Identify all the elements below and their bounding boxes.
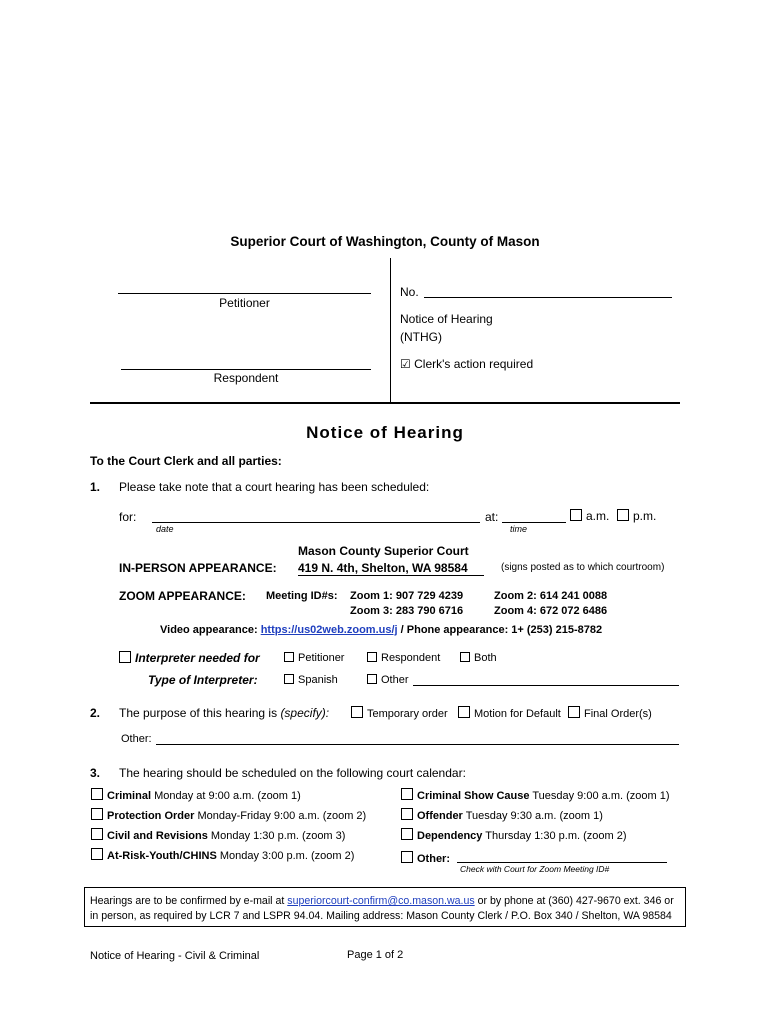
- opt-spanish[interactable]: [284, 674, 338, 686]
- video-row: [160, 624, 602, 636]
- time-field[interactable]: [502, 522, 566, 523]
- venue-name: Mason County Superior Court: [298, 544, 469, 558]
- meeting-ids-label: Meeting ID#s:: [266, 590, 338, 602]
- respondent-option-label: Respondent: [381, 652, 441, 664]
- cal-left-3[interactable]: [91, 828, 345, 842]
- cal-left-2-checkbox[interactable]: [91, 808, 103, 820]
- cal-right-4[interactable]: [401, 851, 450, 865]
- temporary-label: Temporary order: [367, 708, 448, 720]
- am-checkbox[interactable]: [570, 509, 582, 521]
- other-interpreter-checkbox[interactable]: [367, 674, 377, 684]
- cal-left-1[interactable]: [91, 788, 301, 802]
- cal-left-1-checkbox[interactable]: [91, 788, 103, 800]
- section2-number: 2.: [90, 706, 101, 720]
- zoom-label: ZOOM APPEARANCE:: [119, 589, 246, 603]
- spanish-checkbox[interactable]: [284, 674, 294, 684]
- cal-right-3-checkbox[interactable]: [401, 828, 413, 840]
- section2-text-b: (specify):: [280, 706, 330, 720]
- cal-right-2[interactable]: [401, 808, 603, 822]
- petitioner-line[interactable]: [118, 293, 371, 294]
- respondent-line[interactable]: [121, 369, 371, 370]
- for-label: for:: [119, 510, 137, 524]
- other-interpreter-field[interactable]: [413, 685, 679, 686]
- cal-right-4-checkbox[interactable]: [401, 851, 413, 863]
- default-checkbox[interactable]: [458, 706, 470, 718]
- pm-checkbox[interactable]: [617, 509, 629, 521]
- cal-left-3-time: Monday 1:30 p.m. (zoom 3): [207, 830, 346, 842]
- spanish-option-label: Spanish: [298, 674, 338, 686]
- petitioner-checkbox[interactable]: [284, 652, 294, 662]
- petitioner-label: Petitioner: [219, 296, 270, 310]
- type-of-interpreter: Type of Interpreter:: [148, 673, 258, 687]
- pm-label: p.m.: [633, 509, 657, 523]
- cal-right-3-time: Thursday 1:30 p.m. (zoom 2): [482, 830, 627, 842]
- confirmation-box: [84, 887, 686, 927]
- page-number: Page 1 of 2: [347, 949, 404, 961]
- cal-left-2-time: Monday-Friday 9:00 a.m. (zoom 2): [194, 810, 367, 822]
- cal-right-4-name: Other:: [417, 853, 450, 865]
- form-name: Notice of Hearing - Civil & Criminal: [90, 950, 260, 962]
- other-interpreter-label: Other: [381, 674, 409, 686]
- case-no-field[interactable]: [424, 297, 672, 298]
- petitioner-option-label: Petitioner: [298, 652, 345, 664]
- cal-right-2-time: Tuesday 9:30 a.m. (zoom 1): [462, 810, 603, 822]
- final-label: Final Order(s): [584, 708, 652, 720]
- opt-default[interactable]: [458, 706, 561, 720]
- both-option-label: Both: [474, 652, 497, 664]
- cal-left-4-time: Monday 3:00 p.m. (zoom 2): [216, 850, 355, 862]
- cal-right-2-checkbox[interactable]: [401, 808, 413, 820]
- signs-note: (signs posted as to which courtroom): [501, 562, 665, 573]
- both-checkbox[interactable]: [460, 652, 470, 662]
- at-label: at:: [485, 510, 499, 524]
- notice-heading: Notice of Hearing: [306, 423, 464, 442]
- zoom3-id: Zoom 3: 283 790 6716: [350, 605, 464, 617]
- opt-respondent[interactable]: [367, 652, 440, 664]
- caption-bottom-rule: [90, 402, 680, 404]
- cal-left-4-checkbox[interactable]: [91, 848, 103, 860]
- date-field[interactable]: [152, 522, 480, 523]
- cal-left-3-name: Civil and Revisions: [107, 830, 208, 842]
- cal-left-2[interactable]: [91, 808, 366, 822]
- zoom1-id: Zoom 1: 907 729 4239: [350, 590, 464, 602]
- court-title: Superior Court of Washington, County of Mason: [230, 234, 540, 249]
- confirmation-text-b: or by phone at (360) 427-9670 ext. 346 or in person, as required by LCR 7 and LSPR 94.04. Mailing address: Mason County Clerk / P.O. Box 340 / Shelton, WA 98584: [90, 895, 674, 922]
- interpreter-checkbox[interactable]: [119, 651, 131, 663]
- opt-temporary[interactable]: [351, 706, 448, 720]
- opt-both[interactable]: [460, 652, 497, 664]
- in-person-label: IN-PERSON APPEARANCE:: [119, 561, 277, 575]
- zoom2-id: Zoom 2: 614 241 0088: [494, 590, 608, 602]
- venue-address: 419 N. 4th, Shelton, WA 98584: [298, 561, 468, 575]
- calendar-other-field[interactable]: [457, 862, 667, 863]
- checked-box-icon: ☑: [400, 357, 411, 371]
- cal-right-1-name: Criminal Show Cause: [417, 790, 530, 802]
- cal-right-1-checkbox[interactable]: [401, 788, 413, 800]
- phone-label: / Phone appearance: 1+ (253) 215-8782: [400, 624, 603, 636]
- time-label: time: [510, 524, 528, 534]
- section1-number: 1.: [90, 480, 101, 494]
- cal-left-4-name: At-Risk-Youth/CHINS: [107, 850, 217, 862]
- section2-text-a: The purpose of this hearing is: [119, 706, 281, 720]
- confirmation-text-a: Hearings are to be confirmed by e-mail at: [90, 895, 288, 907]
- cal-left-3-checkbox[interactable]: [91, 828, 103, 840]
- pm-option[interactable]: [617, 509, 656, 523]
- am-option[interactable]: [570, 509, 609, 523]
- clerk-action-label: Clerk's action required: [414, 357, 534, 371]
- clerk-action-row: [400, 357, 533, 371]
- to-line: To the Court Clerk and all parties:: [90, 454, 282, 468]
- opt-other-interpreter[interactable]: [367, 674, 409, 686]
- date-label: date: [156, 524, 174, 534]
- purpose-other-label: Other:: [121, 733, 152, 745]
- am-label: a.m.: [586, 509, 610, 523]
- venue-underline: [298, 575, 484, 576]
- section3-text: The hearing should be scheduled on the following court calendar:: [119, 766, 466, 780]
- purpose-other-field[interactable]: [156, 744, 679, 745]
- section3-number: 3.: [90, 766, 101, 780]
- cal-left-1-name: Criminal: [107, 790, 152, 802]
- cal-left-4[interactable]: [91, 848, 354, 862]
- video-link[interactable]: https://us02web.zoom.us/j: [260, 624, 398, 636]
- interpreter-needed[interactable]: [119, 651, 260, 665]
- caption-vertical-divider: [390, 258, 391, 404]
- cal-left-2-name: Protection Order: [107, 810, 195, 822]
- cal-right-3[interactable]: [401, 828, 627, 842]
- section1-intro: Please take note that a court hearing has been scheduled:: [119, 480, 430, 494]
- respondent-checkbox[interactable]: [367, 652, 377, 662]
- zoom4-id: Zoom 4: 672 072 6486: [494, 605, 608, 617]
- interpreter-needed-label: Interpreter needed for: [135, 651, 260, 665]
- cal-right-2-name: Offender: [417, 810, 463, 822]
- default-label: Motion for Default: [474, 708, 561, 720]
- opt-final[interactable]: [568, 706, 652, 720]
- case-no-label: No.: [400, 285, 419, 299]
- cal-right-3-name: Dependency: [417, 830, 483, 842]
- respondent-label: Respondent: [213, 371, 279, 385]
- final-checkbox[interactable]: [568, 706, 580, 718]
- calendar-other-note: Check with Court for Zoom Meeting ID#: [460, 864, 610, 874]
- opt-petitioner[interactable]: [284, 652, 344, 664]
- doc-name-line2: (NTHG): [400, 330, 442, 344]
- section2-text: [119, 706, 329, 720]
- temporary-checkbox[interactable]: [351, 706, 363, 718]
- cal-left-1-time: Monday at 9:00 a.m. (zoom 1): [151, 790, 301, 802]
- confirmation-email-link[interactable]: superiorcourt-confirm@co.mason.wa.us: [287, 895, 475, 907]
- cal-right-1-time: Tuesday 9:00 a.m. (zoom 1): [529, 790, 670, 802]
- doc-name-line1: Notice of Hearing: [400, 312, 493, 326]
- cal-right-1[interactable]: [401, 788, 670, 802]
- video-label: Video appearance:: [160, 624, 258, 636]
